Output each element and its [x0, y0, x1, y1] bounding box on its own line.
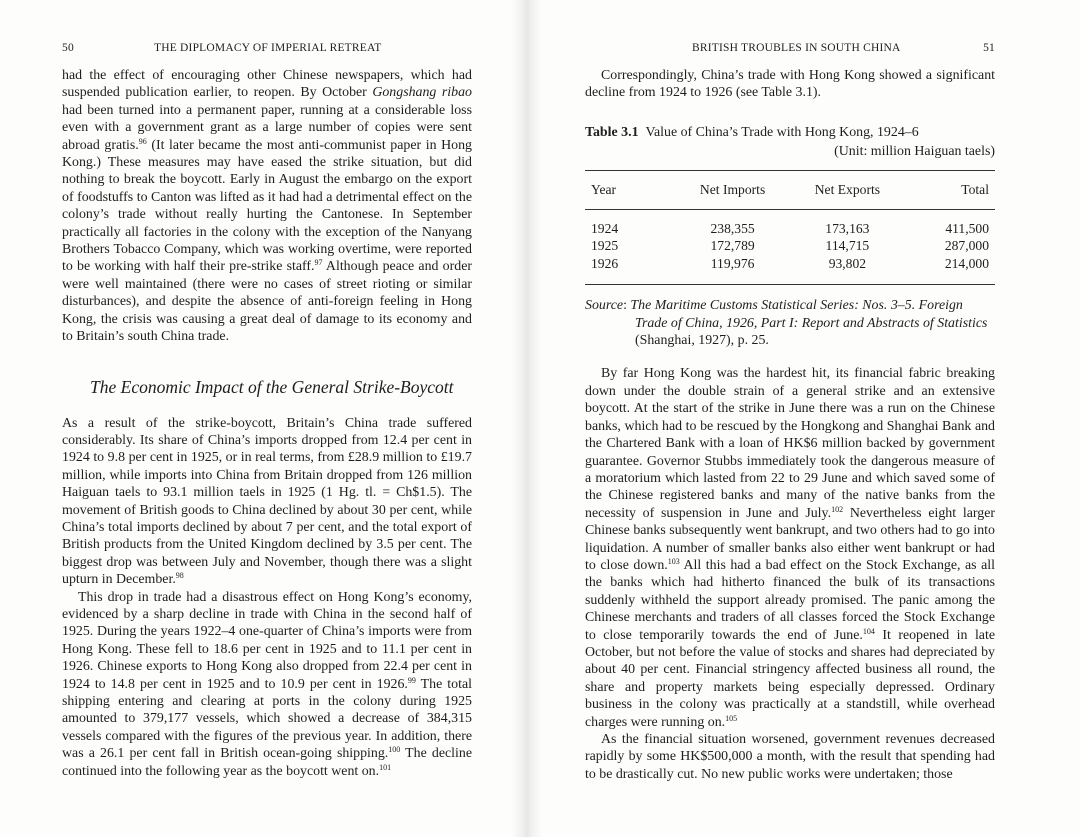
footnote-ref: 97	[314, 258, 323, 268]
section-heading: The Economic Impact of the General Strike-Boycott	[90, 376, 454, 397]
left-paragraph-1: had the effect of encouraging other Chinese newspapers, which had suspended publication earlier, to reopen. By October Gongshang ribao had been turned into a permanent paper, running at a considerable loss even with a government grant as a large number of copies were sent abroad gratis.$^{96}$ (It later became the most anti-communist paper in Hong Kong.) These measures may have eased the strike situation, but did nothing to break the boycott. Early in August the embargo on the export of foodstuffs to Canton was lifted as it had had a detrimental effect on the colony’s trade without really hurting the Cantonese. In September practically all factories in the colony with the exception of the Nanyang Brothers Tobacco Company, which was working overtime, were reported to be working with half their pre-strike staff.$^{97}$ Although peace and order were well maintained (there were no cases of street rioting or similar disturbances), and despite the absence of anti-foreign feeling in Hong Kong, the crisis was causing a great deal of damage to its economy and to Britain’s south China trade.	[62, 68, 472, 345]
table-source: Source: The Maritime Customs Statistical Series: Nos. 3–5. Foreign Trade of China, 1926, Part I: Report and Abstracts of Statistics (Shanghai, 1927), p. 25.	[585, 298, 988, 349]
right-paragraph-2: By far Hong Kong was the hardest hit, its financial fabric breaking down under the double strain of a general strike and an extensive boycott. At the start of the strike in June there was a run on the Chinese banks, which had to be rescued by the Hongkong and Shanghai Bank and the Chartered Bank with a loan of HK$6 million backed by government guarantee. Governor Stubbs immediately took the dangerous measure of a moratorium which lasted from 22 to 29 June and which saved some of the Chinese registered banks and many of the native banks from the necessity of suspension in June and July.$^{102}$ Nevertheless eight larger Chinese banks subsequently went bankrupt, and two others had to go into liquidation. A number of smaller banks also either went bankrupt or had to close down.$^{103}$ All this had a bad effect on the Stock Exchange, as all the banks which had hitherto financed the bulk of its transactions suddenly withheld the support already promised. The panic among the Chinese merchants and traders of all classes forced the Stock Exchange to close temporarily towards the end of June.$^{104}$ It reopened in late October, but not before the value of stocks and shares had depreciated by about 40 per cent. Financial stringency affected business all round, the share and property markets being especially depressed. Ordinary business in the colony was practically at a standstill, while overhead charges were running on.$^{105}$	[585, 366, 995, 730]
header-total: Total	[961, 181, 989, 197]
table-unit: (Unit: million Haiguan taels)	[834, 144, 995, 160]
trade-table	[585, 170, 995, 286]
left-page-number: 50	[62, 42, 74, 54]
left-running-title: THE DIPLOMACY OF IMPERIAL RETREAT	[154, 42, 382, 54]
right-page	[585, 40, 995, 783]
right-page-number: 51	[983, 42, 995, 54]
source-title: The Maritime Customs Statistical Series: Nos. 3–5. Foreign Trade of China, 1926, Part I: Report and Abstracts of Statistics	[630, 298, 988, 331]
book-gutter	[512, 0, 542, 837]
right-running-title: BRITISH TROUBLES IN SOUTH CHINA	[692, 42, 901, 54]
table-cell: 93,802	[828, 255, 867, 271]
source-label: Source	[585, 298, 624, 314]
left-paragraph-2: As a result of the strike-boycott, Britain’s China trade suffered considerably. Its share of China’s imports dropped from 12.4 per cent in 1924 to 9.8 per cent in 1925, or in real terms, from £28.9 million to £19.7 million, while imports into China from Britain dropped from 126 million Haiguan taels to 93.1 million taels in 1925 (1 Hg. tl. = Ch$1.5). The movement of British goods to China declined by about 30 per cent, while China’s total imports declined by about 7 per cent, and the total export of British products from the United Kingdom declined by 3.5 per cent. The biggest drop was between July and November, though there was a slight upturn in December.$^{98}$	[62, 415, 472, 588]
table-cell: 172,789	[710, 238, 755, 254]
footnote-ref: 105	[725, 713, 738, 723]
table-cell: 411,500	[945, 221, 989, 237]
footnote-ref: 96	[138, 136, 147, 146]
footnote-ref: 104	[862, 626, 875, 636]
table-row	[585, 210, 995, 238]
table-title: Value of China’s Trade with Hong Kong, 1924–6	[645, 124, 919, 140]
footnote-ref: 103	[667, 556, 680, 566]
italic-term: Gongshang ribao	[372, 85, 472, 101]
table-row	[585, 255, 995, 285]
right-paragraph-3: As the financial situation worsened, government revenues decreased rapidly by some HK$500,000 a month, with the result that spending had to be drastically cut. No new public works were undertaken; those	[585, 732, 995, 782]
table-label: Table 3.1	[585, 124, 639, 140]
footnote-ref: 102	[831, 504, 844, 514]
table-cell: 1924	[591, 221, 619, 237]
right-running-head	[585, 40, 995, 54]
header-net-exports: Net Exports	[814, 181, 881, 197]
table-cell: 1926	[591, 255, 619, 271]
left-running-head	[62, 40, 472, 54]
table-cell: 114,715	[825, 238, 870, 254]
table-cell: 173,163	[825, 221, 870, 237]
source-details: (Shanghai, 1927), p. 25.	[635, 333, 769, 349]
footnote-ref: 100	[388, 745, 401, 755]
table-cell: 214,000	[944, 255, 989, 271]
footnote-ref: 98	[175, 571, 184, 581]
footnote-ref: 101	[379, 762, 392, 772]
table-header-row	[585, 170, 995, 209]
table-cell: 1925	[591, 238, 619, 254]
table-cell: 238,355	[710, 221, 755, 237]
table-caption	[585, 124, 995, 141]
left-paragraph-3: This drop in trade had a disastrous effect on Hong Kong’s economy, evidenced by a sharp decline in trade with China in the second half of 1925. During the years 1922–4 one-quarter of China’s imports were from Hong Kong. These fell to 18.6 per cent in 1925 and to 11.1 per cent in 1926. Chinese exports to Hong Kong also dropped from 22.4 per cent in 1924 to 14.8 per cent in 1925 and to 10.9 per cent in 1926.99 The total shipping entering and clearing at ports in the colony during 1925 amounted to 379,177 vessels, which showed a decrease of 384,315 vessels compared with the figures of the previous year. In addition, there was a 26.1 per cent fall in British ocean-going shipping.$^{100}$ The decline continued into the following year as the boycott went on.$^{101}$	[62, 589, 473, 779]
header-year: Year	[591, 181, 617, 197]
right-paragraph-1: Correspondingly, China’s trade with Hong Kong showed a significant decline from 1924 to 1926 (see Table 3.1).	[585, 68, 995, 101]
header-net-imports: Net Imports	[699, 181, 766, 197]
table-cell: 287,000	[944, 238, 989, 254]
left-page	[62, 40, 472, 780]
table-cell: 119,976	[710, 255, 755, 271]
table-row	[585, 237, 995, 254]
footnote-ref: 99	[407, 675, 416, 685]
